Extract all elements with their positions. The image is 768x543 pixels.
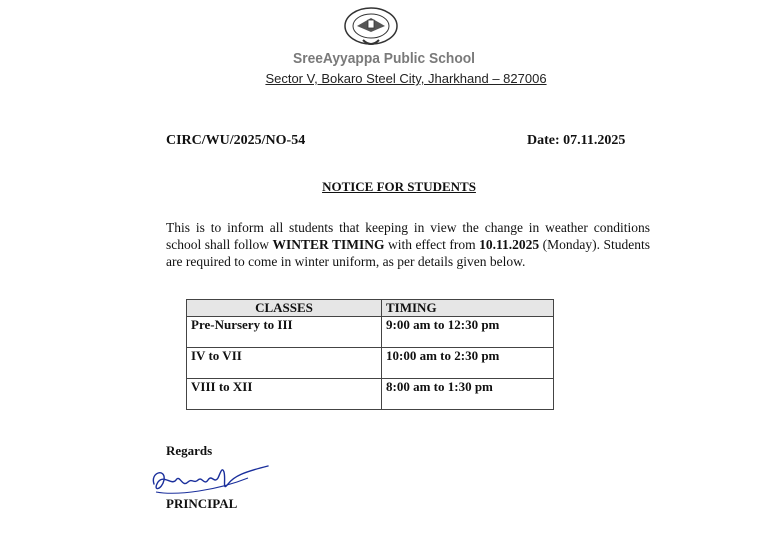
principal-designation: PRINCIPAL (166, 496, 238, 511)
table-row (187, 348, 554, 379)
table-row (187, 379, 554, 410)
cell-class: Pre-Nursery to III (187, 317, 382, 348)
school-address: Sector V, Bokaro Steel City, Jharkhand – 827006 (265, 71, 547, 86)
notice-body-part2: with effect from (384, 237, 480, 252)
circular-number: CIRC/WU/2025/NO-54 (166, 133, 306, 148)
notice-title: NOTICE FOR STUDENTS (322, 179, 476, 194)
notice-body-part1: This is to inform all students that keeping in view the change in weather conditions school shall follow (166, 220, 650, 252)
cell-timing: 9:00 am to 12:30 pm (382, 317, 554, 348)
circular-date: Date: 07.11.2025 (527, 133, 626, 148)
notice-body-effective-date: 10.11.2025 (479, 237, 540, 252)
notice-body-part3: (Monday). Students are required to come in winter uniform, as per details given below. (166, 237, 650, 269)
notice-body (166, 219, 650, 270)
regards-text: Regards (166, 443, 213, 458)
cell-timing: 10:00 am to 2:30 pm (382, 348, 554, 379)
school-crest-icon (343, 6, 399, 50)
header-classes: CLASSES (187, 300, 382, 317)
timing-table (186, 299, 554, 410)
notice-body-winter-timing: WINTER TIMING (272, 237, 385, 252)
cell-class: IV to VII (187, 348, 382, 379)
header-timing: TIMING (382, 300, 554, 317)
table-row (187, 317, 554, 348)
school-name: SreeAyyappa Public School (292, 50, 476, 67)
table-header-row (187, 300, 554, 317)
cell-timing: 8:00 am to 1:30 pm (382, 379, 554, 410)
cell-class: VIII to XII (187, 379, 382, 410)
